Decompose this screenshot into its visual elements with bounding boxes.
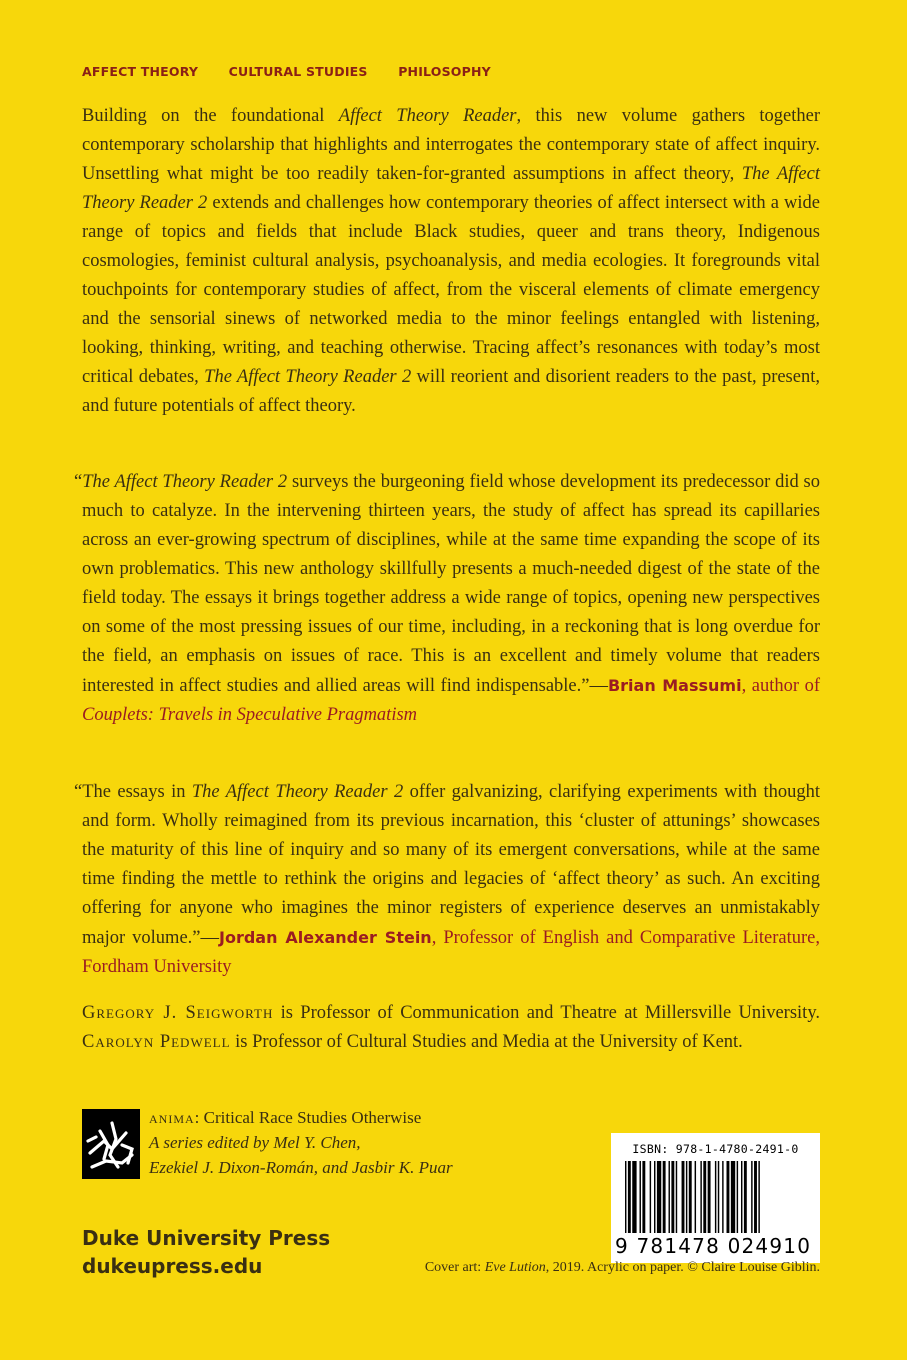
series-name: anima bbox=[149, 1108, 195, 1127]
endorsement-massumi bbox=[74, 468, 820, 730]
series-info bbox=[149, 1105, 453, 1180]
cover-art-title: Eve Lution bbox=[484, 1260, 546, 1275]
quote-author: Jordan Alexander Stein bbox=[219, 928, 432, 947]
description-text: , this new volume gathers together contemporary scholarship that highlights and interrogates the contemporary state of affect inquiry. Unsettling what might be too readily taken-for-granted assumptions in affect theory, bbox=[82, 106, 820, 184]
editor-bios bbox=[82, 999, 820, 1057]
barcode-bars-icon bbox=[625, 1161, 805, 1239]
isbn-label: ISBN: 978-1-4780-2491-0 bbox=[632, 1142, 799, 1156]
subject-categories bbox=[82, 64, 517, 79]
quote-affiliation-title: Couplets: Travels in Speculative Pragmatism bbox=[82, 705, 418, 725]
quote-text: surveys the burgeoning field whose development its predecessor did so much to catalyze. In the intervening thirteen years, the study of affect has spread its capillaries across an ever-growing spectrum of disciplines, while at the same time expanding the scope of its own problematics. This new anthology skillfully presents a much-needed digest of the state of the field today. The essays it brings together address a wide range of topics, opening new perspectives on some of the most pressing issues of our time, including, in a reckoning that is long overdue for the field, an emphasis on issues of race. This is an excellent and timely volume that readers interested in affect studies and allied areas will find indispensable.”— bbox=[82, 472, 820, 696]
series-editors-line: A series edited by Mel Y. Chen, bbox=[149, 1133, 361, 1152]
subject-philosophy: PHILOSOPHY bbox=[398, 64, 491, 79]
quote-mark: “ bbox=[74, 472, 83, 492]
publisher-name: Duke University Press bbox=[82, 1226, 331, 1250]
isbn-barcode bbox=[611, 1133, 820, 1263]
cover-art-text: Cover art: bbox=[424, 1260, 485, 1275]
quote-affiliation: , author of bbox=[741, 676, 820, 696]
series-editors-line: Ezekiel J. Dixon-Román, and Jasbir K. Puar bbox=[149, 1158, 453, 1177]
description-text: will reorient and disorient readers to the past, present, and future potentials of affect theory. bbox=[82, 367, 820, 416]
editor-bio: is Professor of Communication and Theatre at Millersville University. bbox=[273, 1003, 820, 1023]
editor-name: Gregory J. Seigworth bbox=[82, 1003, 274, 1023]
cover-art-credit bbox=[363, 1260, 820, 1276]
cover-art-text: , 2019. Acrylic on paper. © Claire Louise Giblin. bbox=[545, 1260, 820, 1275]
quote-author: Brian Massumi bbox=[607, 676, 742, 695]
publisher-url: dukeupress.edu bbox=[82, 1254, 263, 1278]
barcode-digits: 9 781478 024910 bbox=[615, 1234, 812, 1258]
editor-name: Carolyn Pedwell bbox=[82, 1032, 231, 1052]
quote-text: offer galvanizing, clarifying experiments with thought and form. Wholly reimagined from its previous incarnation, this ‘cluster of attunings’ showcases the maturity of this line of inquiry and so many of its emergent conversations, while at the same time finding the mettle to rethink the origins and legacies of ‘affect theory’ as such. An exciting offering for anyone who imagines the minor registers of experience deserves an unmistakably major volume.”— bbox=[82, 782, 820, 948]
book-description bbox=[82, 102, 820, 421]
description-text: Building on the foundational bbox=[82, 106, 339, 126]
editor-bio: is Professor of Cultural Studies and Media at the University of Kent. bbox=[230, 1032, 743, 1052]
series-title bbox=[149, 1105, 453, 1130]
description-title-ref: The Affect Theory Reader 2 bbox=[204, 367, 412, 387]
quote-affiliation: , Professor of English and Comparative Literature, Fordham University bbox=[82, 928, 821, 977]
anima-logo-icon bbox=[82, 1109, 140, 1179]
quote-text: “The essays in bbox=[74, 782, 192, 802]
anima-series-logo bbox=[82, 1109, 140, 1179]
quote-title-ref: The Affect Theory Reader 2 bbox=[191, 782, 404, 802]
subject-affect-theory: AFFECT THEORY bbox=[82, 64, 199, 79]
endorsement-stein bbox=[74, 778, 821, 982]
description-title-ref: Affect Theory Reader bbox=[338, 106, 517, 126]
quote-title-ref: The Affect Theory Reader 2 bbox=[82, 472, 288, 492]
series-subtitle: : Critical Race Studies Otherwise bbox=[194, 1108, 422, 1127]
description-text: extends and challenges how contemporary theories of affect intersect with a wide range of topics and fields that include Black studies, queer and trans theory, Indigenous cosmologies, feminist cultural analysis, psychoanalysis, and media ecologies. It foregrounds vital touchpoints for contemporary studies of affect, from the visceral elements of climate emergency and the sensorial sinews of networked media to the minor feelings entangled with listening, looking, thinking, writing, and teaching otherwise. Tracing affect’s resonances with today’s most critical debates, bbox=[82, 193, 820, 387]
publisher-block bbox=[82, 1224, 330, 1280]
description-title-ref: The Affect Theory Reader 2 bbox=[82, 164, 820, 213]
subject-cultural-studies: CULTURAL STUDIES bbox=[228, 64, 368, 79]
